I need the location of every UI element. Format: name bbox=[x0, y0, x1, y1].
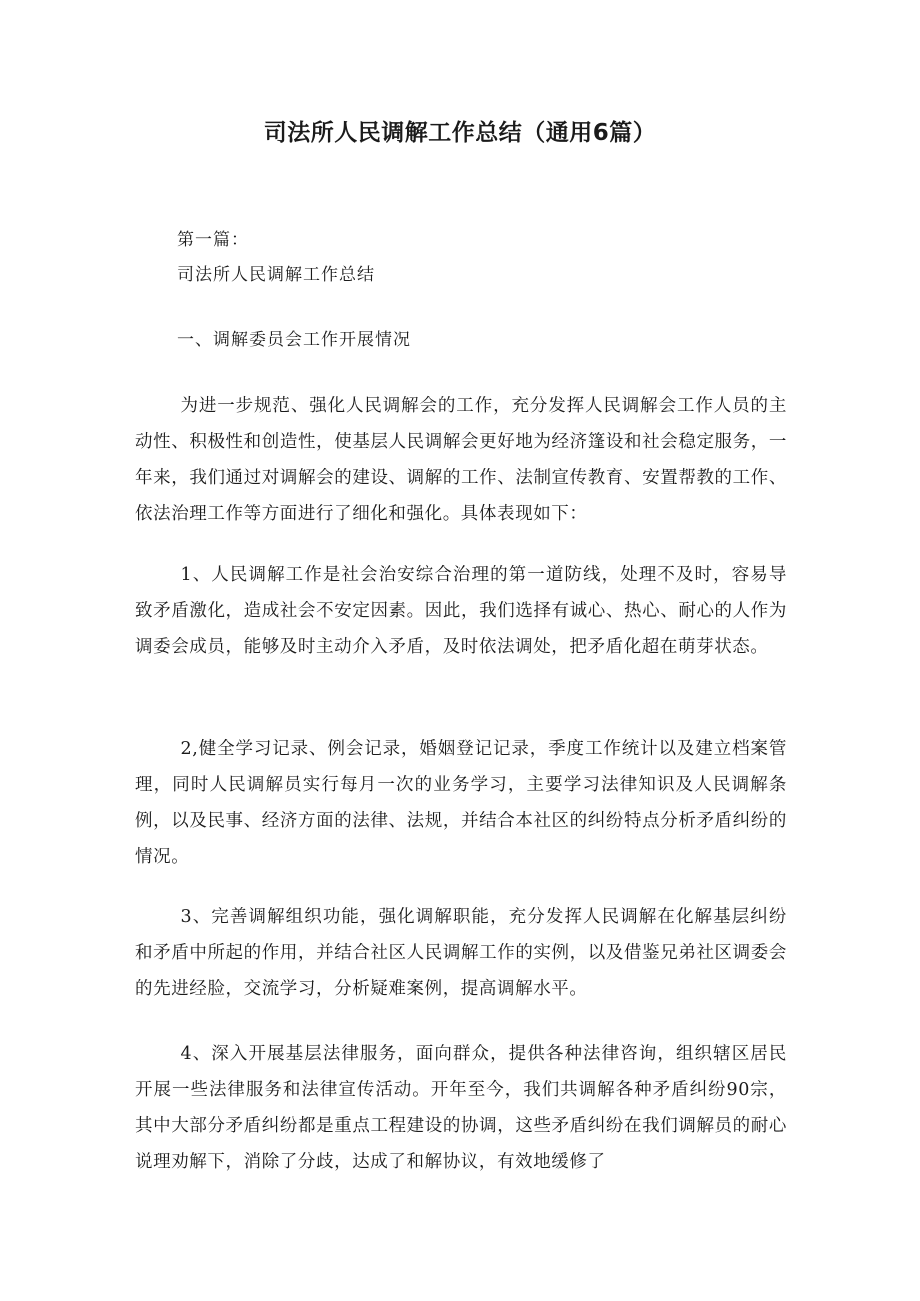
chapter-label: 第一篇： bbox=[177, 230, 249, 250]
body-paragraph: 3、完善调解组织功能，强化调解职能，充分发挥人民调解在化解基层纠纷和矛盾中所起的作用，并结合社区人民调解工作的实例，以及借鉴兄弟社区调委会的先进经脸，交流学习，分析疑难案例，提高调解水平。 bbox=[135, 907, 787, 999]
section-heading: 一、调解委员会工作开展情况 bbox=[177, 330, 411, 350]
body-paragraph: 1、人民调解工作是社会治安综合治理的第一道防线，处理不及时，容易导致矛盾激化，造成社会不安定因素。因此，我们选择有诚心、热心、耐心的人作为调委会成员，能够及时主动介入矛盾，及时依法调处，把矛盾化超在萌芽状态。 bbox=[135, 565, 787, 657]
chapter-title: 司法所人民调解工作总结 bbox=[177, 265, 375, 285]
body-paragraph: 为进一步规范、强化人民调解会的工作，充分发挥人民调解会工作人员的主动性、积极性和创造性，使基层人民调解会更好地为经济篷设和社会稳定服务，一年来，我们通过对调解会的建设、调解的工作、法制宣传教育、安置帮教的工作、依法治理工作等方面进行了细化和强化。具体表现如下： bbox=[135, 396, 787, 524]
body-paragraph: 4、深入开展基层法律服务，面向群众，提供各种法律咨询，组织辖区居民开展一些法律服务和法律宣传活动。开年至今，我们共调解各种矛盾纠纷90宗，其中大部分矛盾纠纷都是重点工程建设的协调，这些矛盾纠纷在我们调解员的耐心说理劝解下，消除了分歧，达成了和解协议，有效地缓修了 bbox=[135, 1044, 787, 1172]
body-paragraph: 2,健全学习记录、例会记录，婚姻登记记录，季度工作统计以及建立档案管理，同时人民调解员实行每月一次的业务学习，主要学习法律知识及人民调解条例，以及民事、经济方面的法律、法规，并结合本社区的纠纷特点分析矛盾纠纷的情况。 bbox=[135, 739, 787, 867]
document-title: 司法所人民调解工作总结（通用6篇） bbox=[263, 120, 657, 146]
